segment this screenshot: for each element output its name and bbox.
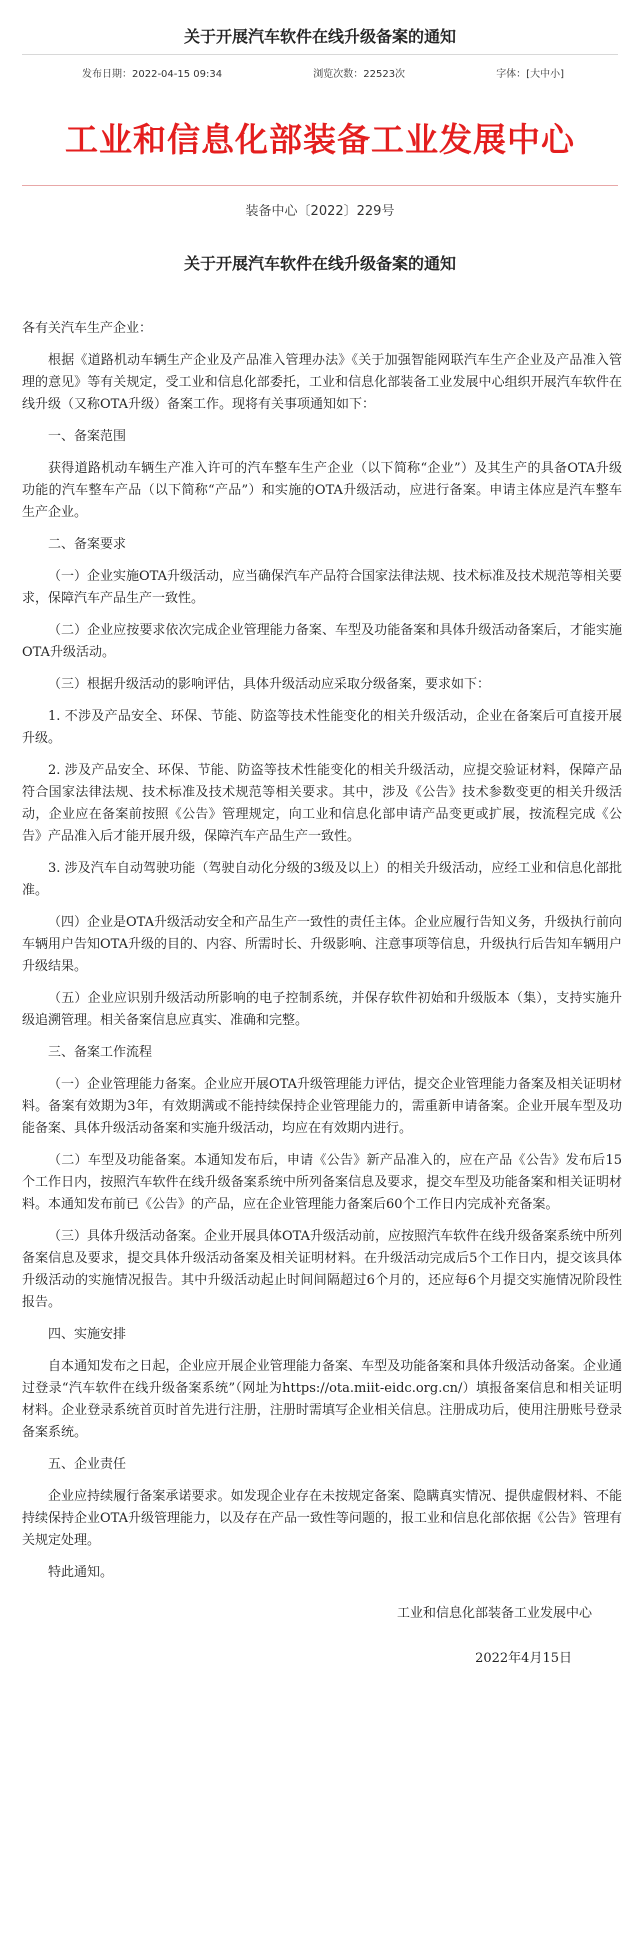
section-heading-scope: 一、备案范围 — [48, 429, 127, 444]
paragraph: （四）企业是OTA升级活动安全和产品生产一致性的责任主体。企业应履行告知义务，升级执行前向车辆用户告知OTA升级的目的、内容、所需时长、升级影响、注意事项等信息，升级执行后告知车辆用户升级结果。 — [22, 915, 623, 974]
paragraph: （三）根据升级活动的影响评估，具体升级活动应采取分级备案，要求如下： — [48, 677, 491, 692]
document-number: 装备中心〔2022〕229号 — [245, 204, 395, 219]
paragraph: 自本通知发布之日起，企业应开展企业管理能力备案、车型及功能备案和具体升级活动备案。企业通过登录“汽车软件在线升级备案系统”（网址为https://ota.miit-eidc.org.cn/）填报备案信息和相关证明材料。企业登录系统首页时首先进行注册，注册时需填写企业相关信息。注册成功后，使用注册账号登录备案系统。 — [22, 1359, 622, 1440]
meta-bar — [0, 55, 640, 80]
paragraph: （二）企业应按要求依次完成企业管理能力备案、车型及功能备案和具体升级活动备案后，才能实施OTA升级活动。 — [22, 623, 622, 660]
section-heading-implementation: 四、实施安排 — [48, 1327, 127, 1342]
paragraph: （三）具体升级活动备案。企业开展具体OTA升级活动前，应按照汽车软件在线升级备案系统中所列备案信息及要求，提交具体升级活动备案及相关证明材料。在升级活动完成后5个工作日内，提交该具体升级活动的实施情况报告。其中升级活动起止时间间隔超过6个月的，还应每6个月提交实施情况阶段性报告。 — [22, 1229, 623, 1310]
banner-divider — [22, 185, 618, 186]
intro-paragraph: 根据《道路机动车辆生产企业及产品准入管理办法》《关于加强智能网联汽车生产企业及产品准入管理的意见》等有关规定，受工业和信息化部委托，工业和信息化部装备工业发展中心组织开展汽车软件在线升级（又称OTA升级）备案工作。现将有关事项通知如下： — [22, 353, 622, 412]
signature: 工业和信息化部装备工业发展中心 — [396, 1606, 592, 1621]
salutation: 各有关汽车生产企业： — [22, 321, 153, 336]
paragraph: （五）企业应识别升级活动所影响的电子控制系统，并保存软件初始和升级版本（集），支持实施升级追溯管理。相关备案信息应真实、准确和完整。 — [22, 991, 622, 1028]
section-heading-requirements: 二、备案要求 — [48, 537, 127, 552]
section-heading-workflow: 三、备案工作流程 — [48, 1045, 153, 1060]
publish-date: 发布日期：2022-04-15 09:34 — [82, 69, 223, 80]
paragraph: （二）车型及功能备案。本通知发布后，申请《公告》新产品准入的，应在产品《公告》发布后15个工作日内，按照汽车软件在线升级备案系统中所列备案信息及要求，提交车型及功能备案和相关证明材料。本通知发布前已《公告》的产品，应在企业管理能力备案后60个工作日内完成补充备案。 — [22, 1153, 622, 1212]
list-item: 2. 涉及产品安全、环保、节能、防盗等技术性能变化的相关升级活动，应提交验证材料，保障产品符合国家法律法规、技术标准及技术规范等相关要求。其中，涉及《公告》技术参数变更的相关升级活动，企业应在备案前按照《公告》管理规定，向工业和信息化部申请产品变更或扩展，按流程完成《公告》产品准入后才能开展升级，保障汽车产品生产一致性。 — [22, 763, 622, 844]
paragraph: （一）企业管理能力备案。企业应开展OTA升级管理能力评估，提交企业管理能力备案及相关证明材料。备案有效期为3年，有效期满或不能持续保持企业管理能力的，需重新申请备案。企业开展车型及功能备案、具体升级活动备案和实施升级活动，均应在有效期内进行。 — [22, 1077, 623, 1136]
org-banner: 工业和信息化部装备工业发展中心 — [65, 120, 575, 159]
paragraph: 获得道路机动车辆生产准入许可的汽车整车生产企业（以下简称“企业”）及其生产的具备OTA升级功能的汽车整车产品（以下简称“产品”）和实施的OTA升级活动，应进行备案。申请主体应是汽车整车生产企业。 — [22, 461, 622, 520]
closing: 特此通知。 — [48, 1565, 114, 1580]
document-body — [0, 318, 640, 1666]
view-count: 浏览次数：22523次 — [313, 69, 406, 80]
paragraph: （一）企业实施OTA升级活动，应当确保汽车产品符合国家法律法规、技术标准及技术规范等相关要求，保障汽车产品生产一致性。 — [22, 569, 623, 606]
font-size-selector[interactable]: 字体：[大中小] — [496, 69, 564, 80]
list-item: 1. 不涉及产品安全、环保、节能、防盗等技术性能变化的相关升级活动，企业在备案后可直接开展升级。 — [22, 709, 622, 746]
list-item: 3. 涉及汽车自动驾驶功能（驾驶自动化分级的3级及以上）的相关升级活动，应经工业和信息化部批准。 — [22, 861, 622, 898]
issue-date: 2022年4月15日 — [475, 1651, 572, 1666]
paragraph: 企业应持续履行备案承诺要求。如发现企业存在未按规定备案、隐瞒真实情况、提供虚假材料、不能持续保持企业OTA升级管理能力，以及存在产品一致性等问题的，报工业和信息化部依据《公告》管理有关规定处理。 — [22, 1489, 623, 1548]
section-heading-responsibility: 五、企业责任 — [48, 1457, 127, 1472]
page-title: 关于开展汽车软件在线升级备案的通知 — [183, 27, 456, 46]
document-title: 关于开展汽车软件在线升级备案的通知 — [183, 254, 456, 273]
